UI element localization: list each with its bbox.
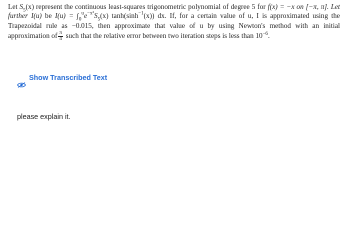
math-expression: (x) tanh(sinh [100,12,139,21]
math-expression: f(x) = −x on [−π, π]. Let further [8,3,340,21]
question-fragment: a certain value of u, I is approximated using the Trapezoidal rule as −0.015, then [8,12,340,30]
math-expression: I(u) [31,12,42,21]
integral-lower-bound: 0 [78,17,82,23]
math-expression: S [94,12,98,21]
math-superscript: −6 [262,31,268,37]
integral-upper-bound: u [81,12,84,18]
question-fragment: be [41,12,55,21]
eye-icon [17,75,26,81]
fraction [58,31,63,42]
fraction-numerator: π [59,31,62,37]
math-expression: e [83,12,88,21]
question-block [8,3,340,59]
show-transcribed-text-label: Show Transcribed Text [29,73,108,82]
math-superscript: −1 [138,12,144,18]
integral-expression: I(u) = ∫ [54,12,79,21]
math-superscript: −x² [87,12,95,18]
math-subscript: 5 [97,17,101,23]
question-fragment: Let [8,3,20,11]
question-fragment: . [267,32,270,41]
question-fragment: such that the relative error between two iteration steps is less than 10 [65,32,263,41]
math-expression: (x)) dx. If, for [143,12,188,21]
question-text [8,3,340,42]
show-transcribed-text-button[interactable] [17,73,107,82]
question-fragment: approximate that value of u by using Newton's method with an initial approximation of [8,21,340,41]
math-symbol: S [19,3,24,11]
question-fragment: (x) represent the continuous least-squares trigonometric polynomial of degree 5 for [25,3,268,11]
math-subscript: 5 [23,8,26,14]
fraction-denominator: 4 [59,37,62,43]
user-comment: please explain it. [17,112,71,121]
